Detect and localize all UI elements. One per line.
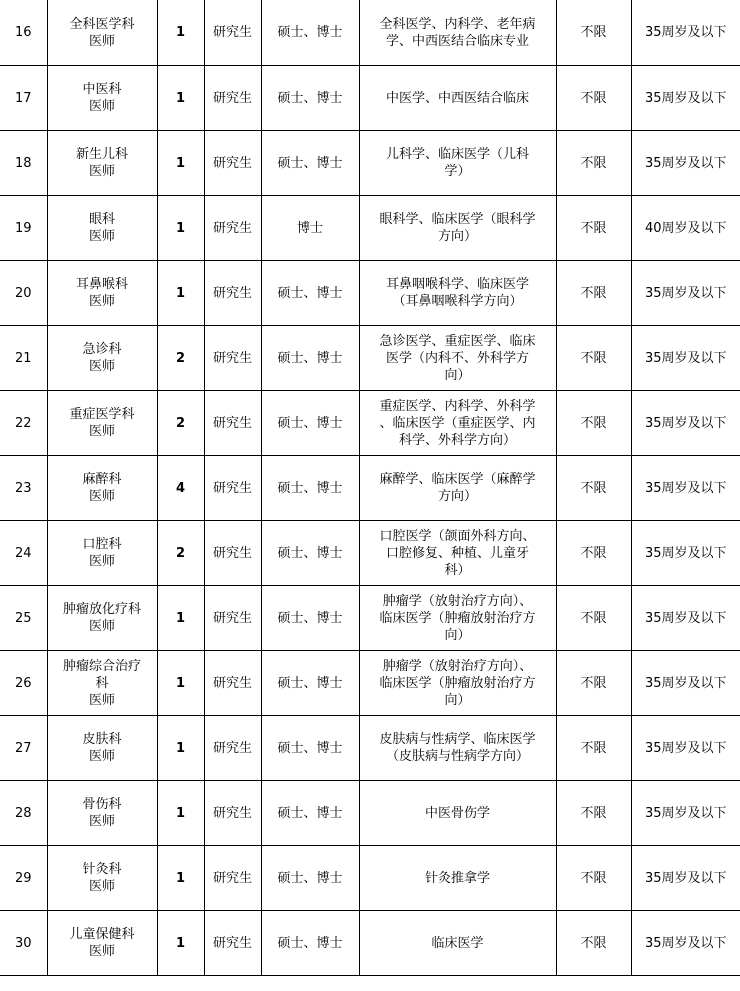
- degree-cell: 硕士、博士: [261, 651, 359, 716]
- education-cell: 研究生: [204, 651, 261, 716]
- education-cell: 研究生: [204, 586, 261, 651]
- degree-cell: 硕士、博士: [261, 326, 359, 391]
- row-number-cell: 18: [0, 131, 47, 196]
- position-name-cell: 皮肤科 医师: [47, 716, 157, 781]
- row-number-cell: 28: [0, 781, 47, 846]
- political-status-cell: 不限: [556, 196, 631, 261]
- hiring-count-cell: 1: [157, 651, 204, 716]
- row-number-cell: 29: [0, 846, 47, 911]
- political-status-cell: 不限: [556, 391, 631, 456]
- position-name-cell: 肿瘤综合治疗 科 医师: [47, 651, 157, 716]
- degree-cell: 硕士、博士: [261, 131, 359, 196]
- major-requirement-cell: 全科医学、内科学、老年病 学、中西医结合临床专业: [359, 0, 556, 66]
- table-row: [0, 716, 740, 781]
- degree-cell: 博士: [261, 196, 359, 261]
- degree-cell: 硕士、博士: [261, 586, 359, 651]
- hiring-count-cell: 1: [157, 586, 204, 651]
- degree-cell: 硕士、博士: [261, 66, 359, 131]
- hiring-count-cell: 4: [157, 456, 204, 521]
- table-row: [0, 66, 740, 131]
- degree-cell: 硕士、博士: [261, 261, 359, 326]
- position-name-cell: 骨伤科 医师: [47, 781, 157, 846]
- row-number-cell: 24: [0, 521, 47, 586]
- age-requirement-cell: 35周岁及以下: [631, 716, 740, 781]
- education-cell: 研究生: [204, 131, 261, 196]
- age-requirement-cell: 35周岁及以下: [631, 911, 740, 976]
- position-name-cell: 麻醉科 医师: [47, 456, 157, 521]
- row-number-cell: 22: [0, 391, 47, 456]
- political-status-cell: 不限: [556, 911, 631, 976]
- hiring-count-cell: 1: [157, 911, 204, 976]
- position-name-cell: 新生儿科 医师: [47, 131, 157, 196]
- row-number-cell: 16: [0, 0, 47, 66]
- position-name-cell: 重症医学科 医师: [47, 391, 157, 456]
- degree-cell: 硕士、博士: [261, 846, 359, 911]
- major-requirement-cell: 重症医学、内科学、外科学 、临床医学（重症医学、内 科学、外科学方向）: [359, 391, 556, 456]
- age-requirement-cell: 35周岁及以下: [631, 261, 740, 326]
- political-status-cell: 不限: [556, 521, 631, 586]
- political-status-cell: 不限: [556, 326, 631, 391]
- age-requirement-cell: 35周岁及以下: [631, 781, 740, 846]
- degree-cell: 硕士、博士: [261, 521, 359, 586]
- row-number-cell: 30: [0, 911, 47, 976]
- major-requirement-cell: 中医学、中西医结合临床: [359, 66, 556, 131]
- position-name-cell: 眼科 医师: [47, 196, 157, 261]
- political-status-cell: 不限: [556, 651, 631, 716]
- education-cell: 研究生: [204, 326, 261, 391]
- political-status-cell: 不限: [556, 0, 631, 66]
- position-name-cell: 针灸科 医师: [47, 846, 157, 911]
- age-requirement-cell: 35周岁及以下: [631, 521, 740, 586]
- education-cell: 研究生: [204, 716, 261, 781]
- row-number-cell: 27: [0, 716, 47, 781]
- age-requirement-cell: 40周岁及以下: [631, 196, 740, 261]
- table-row: [0, 521, 740, 586]
- table-row: [0, 781, 740, 846]
- table-row: [0, 911, 740, 976]
- degree-cell: 硕士、博士: [261, 716, 359, 781]
- age-requirement-cell: 35周岁及以下: [631, 651, 740, 716]
- row-number-cell: 17: [0, 66, 47, 131]
- age-requirement-cell: 35周岁及以下: [631, 326, 740, 391]
- table-row: [0, 196, 740, 261]
- age-requirement-cell: 35周岁及以下: [631, 391, 740, 456]
- row-number-cell: 25: [0, 586, 47, 651]
- table-row: [0, 651, 740, 716]
- hiring-count-cell: 1: [157, 261, 204, 326]
- major-requirement-cell: 针灸推拿学: [359, 846, 556, 911]
- position-name-cell: 全科医学科 医师: [47, 0, 157, 66]
- hiring-count-cell: 1: [157, 196, 204, 261]
- age-requirement-cell: 35周岁及以下: [631, 131, 740, 196]
- table-row: [0, 0, 740, 66]
- major-requirement-cell: 麻醉学、临床医学（麻醉学 方向）: [359, 456, 556, 521]
- age-requirement-cell: 35周岁及以下: [631, 846, 740, 911]
- education-cell: 研究生: [204, 391, 261, 456]
- education-cell: 研究生: [204, 66, 261, 131]
- political-status-cell: 不限: [556, 456, 631, 521]
- hiring-count-cell: 1: [157, 0, 204, 66]
- hiring-count-cell: 2: [157, 391, 204, 456]
- hiring-count-cell: 2: [157, 521, 204, 586]
- major-requirement-cell: 口腔医学（颌面外科方向、 口腔修复、种植、儿童牙 科）: [359, 521, 556, 586]
- age-requirement-cell: 35周岁及以下: [631, 66, 740, 131]
- education-cell: 研究生: [204, 911, 261, 976]
- political-status-cell: 不限: [556, 66, 631, 131]
- political-status-cell: 不限: [556, 586, 631, 651]
- major-requirement-cell: 儿科学、临床医学（儿科 学）: [359, 131, 556, 196]
- political-status-cell: 不限: [556, 846, 631, 911]
- row-number-cell: 20: [0, 261, 47, 326]
- major-requirement-cell: 眼科学、临床医学（眼科学 方向）: [359, 196, 556, 261]
- major-requirement-cell: 急诊医学、重症医学、临床 医学（内科不、外科学方 向）: [359, 326, 556, 391]
- position-name-cell: 肿瘤放化疗科 医师: [47, 586, 157, 651]
- row-number-cell: 26: [0, 651, 47, 716]
- position-name-cell: 耳鼻喉科 医师: [47, 261, 157, 326]
- table-row: [0, 586, 740, 651]
- hiring-count-cell: 1: [157, 781, 204, 846]
- education-cell: 研究生: [204, 846, 261, 911]
- education-cell: 研究生: [204, 261, 261, 326]
- hiring-count-cell: 1: [157, 66, 204, 131]
- table-row: [0, 391, 740, 456]
- table-row: [0, 326, 740, 391]
- political-status-cell: 不限: [556, 261, 631, 326]
- row-number-cell: 21: [0, 326, 47, 391]
- degree-cell: 硕士、博士: [261, 0, 359, 66]
- position-name-cell: 中医科 医师: [47, 66, 157, 131]
- education-cell: 研究生: [204, 456, 261, 521]
- degree-cell: 硕士、博士: [261, 911, 359, 976]
- degree-cell: 硕士、博士: [261, 456, 359, 521]
- table-row: [0, 456, 740, 521]
- major-requirement-cell: 耳鼻咽喉科学、临床医学 （耳鼻咽喉科学方向）: [359, 261, 556, 326]
- major-requirement-cell: 临床医学: [359, 911, 556, 976]
- education-cell: 研究生: [204, 0, 261, 66]
- political-status-cell: 不限: [556, 781, 631, 846]
- hiring-count-cell: 1: [157, 131, 204, 196]
- position-name-cell: 急诊科 医师: [47, 326, 157, 391]
- major-requirement-cell: 肿瘤学（放射治疗方向）、 临床医学（肿瘤放射治疗方 向）: [359, 651, 556, 716]
- education-cell: 研究生: [204, 196, 261, 261]
- position-name-cell: 口腔科 医师: [47, 521, 157, 586]
- education-cell: 研究生: [204, 781, 261, 846]
- row-number-cell: 19: [0, 196, 47, 261]
- education-cell: 研究生: [204, 521, 261, 586]
- major-requirement-cell: 中医骨伤学: [359, 781, 556, 846]
- age-requirement-cell: 35周岁及以下: [631, 456, 740, 521]
- row-number-cell: 23: [0, 456, 47, 521]
- table-row: [0, 131, 740, 196]
- hiring-count-cell: 1: [157, 716, 204, 781]
- political-status-cell: 不限: [556, 131, 631, 196]
- table-row: [0, 846, 740, 911]
- degree-cell: 硕士、博士: [261, 391, 359, 456]
- political-status-cell: 不限: [556, 716, 631, 781]
- position-name-cell: 儿童保健科 医师: [47, 911, 157, 976]
- degree-cell: 硕士、博士: [261, 781, 359, 846]
- major-requirement-cell: 肿瘤学（放射治疗方向）、 临床医学（肿瘤放射治疗方 向）: [359, 586, 556, 651]
- age-requirement-cell: 35周岁及以下: [631, 586, 740, 651]
- table-row: [0, 261, 740, 326]
- hiring-count-cell: 1: [157, 846, 204, 911]
- age-requirement-cell: 35周岁及以下: [631, 0, 740, 66]
- hiring-count-cell: 2: [157, 326, 204, 391]
- major-requirement-cell: 皮肤病与性病学、临床医学 （皮肤病与性病学方向）: [359, 716, 556, 781]
